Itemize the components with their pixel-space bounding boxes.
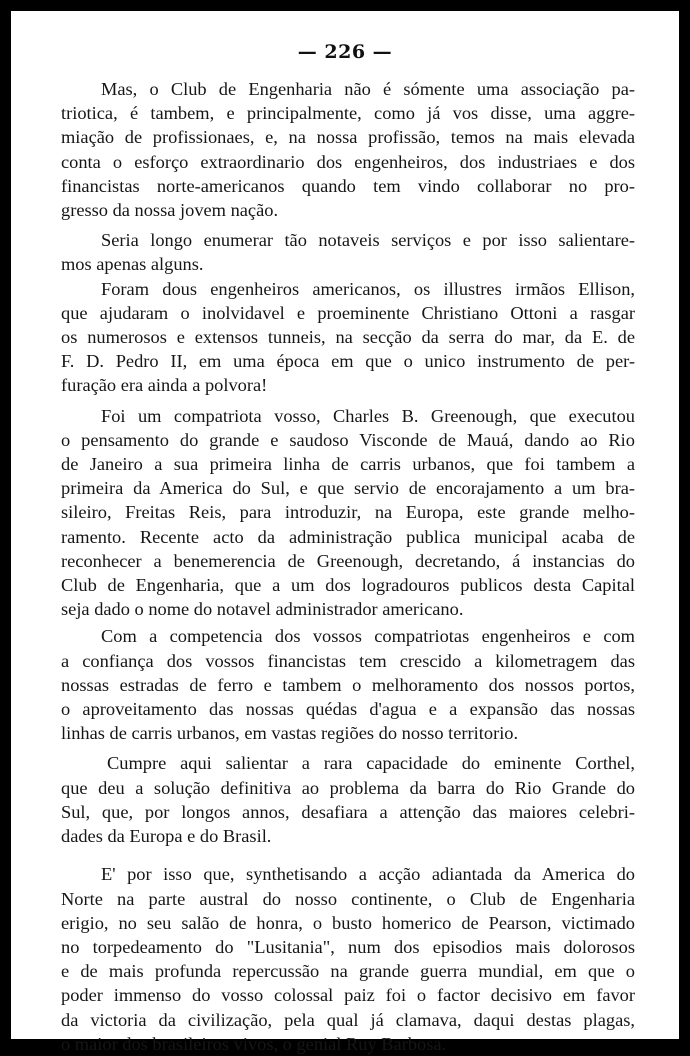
- body-text: [61, 77, 635, 1056]
- text-line: conta o esforço extraordinario dos engenheiros, dos industriaes e dos: [61, 151, 635, 172]
- text-line: Club de Engenharia, que a um dos logradouros publicos desta Capital: [61, 575, 635, 596]
- text-line: dades da Europa e do Brasil.: [61, 826, 272, 847]
- text-line: o pensamento do grande e saudoso Visconde de Mauá, dando ao Rio: [61, 429, 635, 450]
- paragraph-6: [61, 751, 635, 848]
- text-line: financistas norte-americanos quando tem vindo collaborar no pro-: [61, 175, 635, 196]
- text-line: nossas estradas de ferro e tambem o melhoramento dos nossos portos,: [61, 674, 635, 695]
- text-line: a confiança dos vossos financistas tem crescido a kilometragem das: [61, 650, 635, 671]
- text-line: Mas, o Club de Engenharia não é sómente uma associação pa-: [101, 79, 635, 99]
- text-line: o aproveitamento das nossas quédas d'agua e a expansão das nossas: [61, 699, 635, 720]
- text-line: Cumpre aqui salientar a rara capacidade do eminente Corthel,: [107, 753, 635, 774]
- text-line: Sul, que, por longos annos, desafiara a attenção das maiores celebri-: [61, 801, 635, 822]
- text-line: primeira da America do Sul, e que servio de encorajamento a um bra-: [61, 478, 635, 499]
- text-line: Foram dous engenheiros americanos, os illustres irmãos Ellison,: [101, 278, 635, 299]
- text-line: mos apenas alguns.: [61, 254, 204, 275]
- paragraph-5: [61, 624, 635, 745]
- paragraph-4: [61, 404, 635, 622]
- text-line: miação de profissionaes, e, na nossa profissão, temos na mais elevada: [61, 127, 635, 148]
- paragraph-3: [61, 277, 635, 398]
- text-line: F. D. Pedro II, em uma época em que o unico instrumento de per-: [61, 351, 635, 372]
- paragraph-2: [61, 228, 635, 276]
- text-line: no torpedeamento do "Lusitania", num dos episodios mais dolorosos: [61, 936, 635, 957]
- text-line: linhas de carris urbanos, em vastas regiões do nosso territorio.: [61, 723, 519, 744]
- text-line: erigio, no seu salão de honra, o busto homerico de Pearson, victimado: [61, 912, 635, 933]
- book-page: [11, 11, 679, 1054]
- text-line: E' por isso que, synthetisando a acção adiantada da America do: [101, 864, 635, 885]
- text-line: gresso da nossa jovem nação.: [61, 200, 279, 221]
- text-line: o maior dos brasileiros vivos, o genial Ruy Barbosa.: [61, 1033, 447, 1054]
- paragraph-1: [61, 77, 635, 222]
- text-line: que ajudaram o inolvidavel e proeminente Christiano Ottoni a rasgar: [61, 302, 635, 323]
- text-line: de Janeiro a sua primeira linha de carris urbanos, que foi tambem a: [61, 454, 635, 475]
- text-line: triotica, é tambem, e principalmente, como já vos disse, uma aggre-: [61, 103, 635, 124]
- page-number: — 226 —: [297, 41, 393, 63]
- text-line: que deu a solução definitiva ao problema da barra do Rio Grande do: [61, 777, 635, 798]
- paragraph-7: [61, 862, 635, 1056]
- text-line: os numerosos e extensos tunneis, na secção da serra do mar, da E. de: [61, 327, 635, 348]
- text-line: poder immenso do vosso colossal paiz foi o factor decisivo em favor: [61, 985, 635, 1006]
- text-line: Com a competencia dos vossos compatriotas engenheiros e com: [101, 626, 635, 647]
- text-line: Seria longo enumerar tão notaveis serviços e por isso salientare-: [101, 230, 635, 251]
- text-line: furação era ainda a polvora!: [61, 375, 268, 396]
- text-line: da victoria da civilização, pela qual já clamava, daqui destas plagas,: [61, 1009, 635, 1030]
- text-line: ramento. Recente acto da administração publica municipal acaba de: [61, 526, 635, 547]
- text-line: seja dado o nome do notavel administrador americano.: [61, 599, 464, 620]
- text-line: Foi um compatriota vosso, Charles B. Greenough, que executou: [101, 405, 635, 426]
- text-line: e de mais profunda repercussão na grande guerra mundial, em que o: [61, 961, 635, 982]
- text-line: sileiro, Freitas Reis, para introduzir, na Europa, este grande melho-: [61, 502, 635, 523]
- text-line: reconhecer a benemerencia de Greenough, decretando, á instancias do: [61, 550, 635, 571]
- text-line: Norte na parte austral do nosso continente, o Club de Engenharia: [61, 888, 635, 909]
